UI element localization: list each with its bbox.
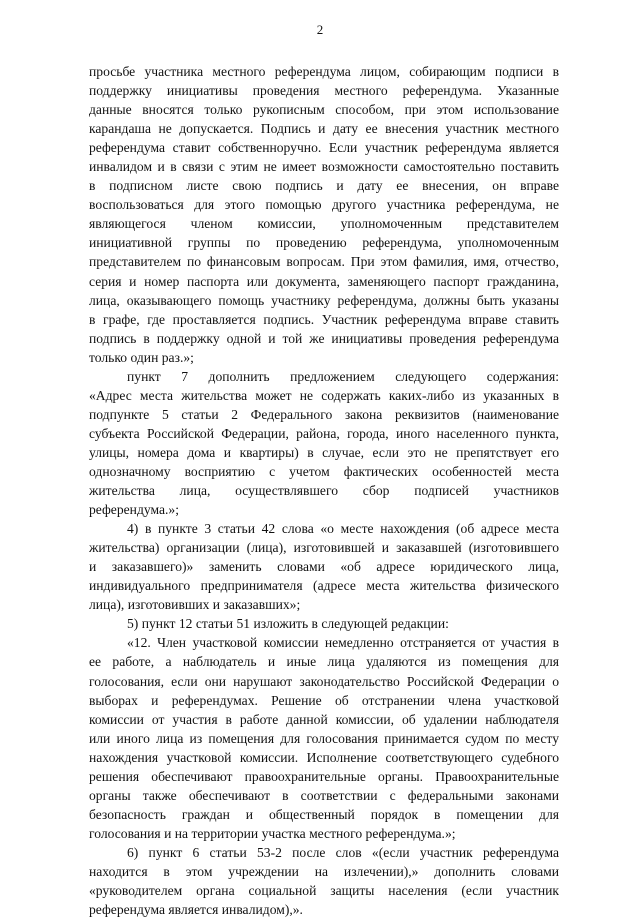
text-line: жительства) организации (лица), изготовившей и заказавшей (изготовившего xyxy=(89,540,559,556)
text-line: «12. Член участковой комиссии немедленно отстраняется от участия в xyxy=(127,635,559,651)
text-line: просьбе участника местного референдума лицом, собирающим подписи в xyxy=(89,64,559,79)
text-line: голосования и на территории участка местного референдума.»; xyxy=(89,825,456,841)
text-line: поддержку инициативы проведения местного референдума. Указанные xyxy=(89,83,559,99)
text-line: являющегося членом комиссии, уполномоченным представителем xyxy=(89,216,559,232)
page-number: 2 xyxy=(316,22,324,37)
text-line: инвалидом и в связи с этим не имеет возможности самостоятельно поставить xyxy=(89,159,559,175)
text-line: жительства лица, осуществлявшего сбор подписей участников xyxy=(89,483,559,499)
text-line: комиссии от участия в работе данной комиссии, об удалении наблюдателя xyxy=(89,711,559,727)
text-line: субъекта Российской Федерации, района, города, иного населенного пункта, xyxy=(89,425,559,441)
text-line: подпись в поддержку одной и той же инициативы проведения референдума xyxy=(89,330,559,346)
text-line: нахождения участковой комиссии. Исполнение соответствующего судебного xyxy=(89,749,559,765)
document-body xyxy=(89,62,559,919)
text-line: улицы, номера дома и квартиры) в случае, если это не препятствует его xyxy=(89,444,559,460)
text-line: ее работе, а наблюдатель и иные лица удаляются из помещения для xyxy=(89,654,559,670)
text-line: голосования, если они нарушают законодательство Российской Федерации о xyxy=(89,673,559,689)
text-line: инициативной группы по проведению референдума, уполномоченным xyxy=(89,235,559,251)
text-line: или иного лица из помещения для голосования принимается судом по месту xyxy=(89,730,559,746)
text-line: «руководителем органа социальной защиты населения (если участник xyxy=(89,883,559,899)
text-line: в подписном листе свою подпись и дату ее внесения, он вправе xyxy=(89,178,559,194)
text-line: лица, оказывающего помощь участнику референдума, должны быть указаны xyxy=(89,292,559,308)
text-line: только один раз.»; xyxy=(89,349,194,365)
text-line: представителем по финансовым вопросам. При этом фамилия, имя, отчество, xyxy=(89,254,559,270)
text-line: в графе, где проставляется подпись. Участник референдума вправе ставить xyxy=(89,311,559,327)
text-line: выборах и референдумах. Решение об отстранении члена участковой xyxy=(89,692,559,708)
text-line: 6) пункт 6 статьи 53-2 после слов «(если участник референдума xyxy=(127,844,559,860)
text-line: «Адрес места жительства может не содержать каких-либо из указанных в xyxy=(89,387,559,403)
text-line: данные вносятся только рукописным способом, при этом использование xyxy=(89,102,559,118)
text-line: 5) пункт 12 статьи 51 изложить в следующей редакции: xyxy=(127,616,449,632)
text-line: решения обеспечивают правоохранительные органы. Правоохранительные xyxy=(89,768,559,784)
text-line: 4) в пункте 3 статьи 42 слова «о месте нахождения (об адресе места xyxy=(127,521,559,537)
text-line: находится в этом учреждении на излечении),» дополнить словами xyxy=(89,863,559,879)
text-line: референдума ставит собственноручно. Если участник референдума является xyxy=(89,140,559,156)
text-line: безопасность граждан и общественный порядок в помещении для xyxy=(89,806,559,822)
text-line: органы также обеспечивают в соответствии с федеральными законами xyxy=(89,787,559,803)
text-line: лица), изготовивших и заказавших»; xyxy=(89,597,301,613)
text-line: однозначному восприятию с учетом фактических особенностей места xyxy=(89,463,559,479)
text-line: карандаша не допускается. Подпись и дату ее внесения участник местного xyxy=(89,121,559,137)
text-line: референдума является инвалидом),». xyxy=(89,902,303,918)
text-line: серия и номер паспорта или документа, заменяющего паспорт гражданина, xyxy=(89,273,559,289)
text-line: референдума.»; xyxy=(89,502,179,518)
text-line: пункт 7 дополнить предложением следующего содержания: xyxy=(127,368,559,384)
text-line: подпункте 5 статьи 2 Федерального закона реквизитов (наименование xyxy=(89,406,559,422)
text-line: и заказавшего)» заменить словами «об адресе юридического лица, xyxy=(89,559,559,575)
text-line: индивидуального предпринимателя (адресе места жительства физического xyxy=(89,578,559,594)
text-line: воспользоваться для этого помощью другого участника референдума, не xyxy=(89,197,559,213)
